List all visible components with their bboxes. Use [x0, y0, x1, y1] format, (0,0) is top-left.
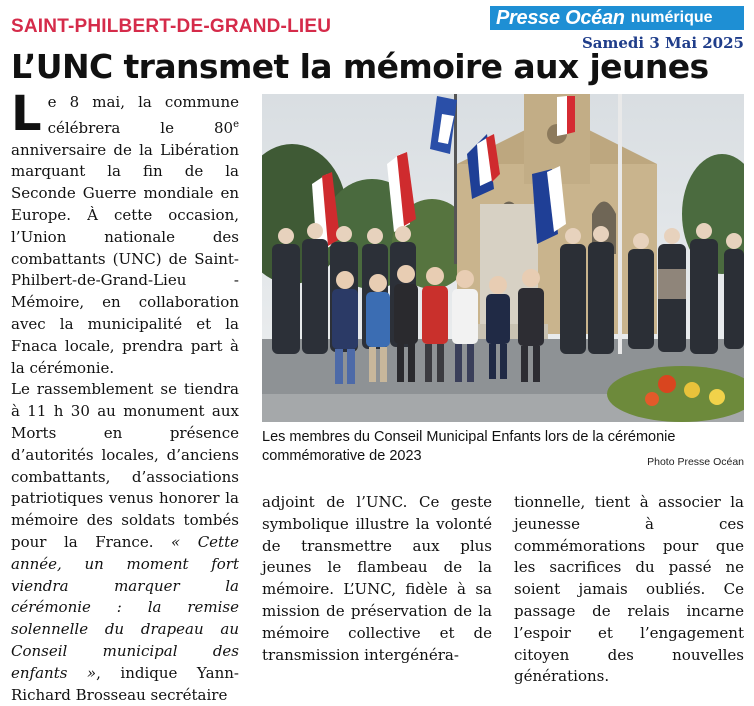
brand-edition: numérique [630, 9, 713, 26]
brand-banner [490, 6, 744, 30]
article-column-2 [262, 492, 492, 666]
ordinal-suffix: e [233, 118, 239, 130]
brand-name: Presse Océan [496, 6, 625, 29]
article-headline: L’UNC transmet la mémoire aux jeunes [11, 47, 709, 86]
paragraph-2-after: , indique Yann-Richard Brosseau secrétaire [11, 663, 239, 704]
article-column-1 [11, 86, 239, 706]
photo-caption: Les membres du Conseil Municipal Enfants lors de la cérémonie commémorative de 2023 [262, 429, 676, 464]
photo-credit: Photo Presse Océan [647, 456, 744, 468]
article-paragraph-1 [11, 86, 239, 379]
ceremony-photo-illustration [262, 94, 744, 422]
paragraph-2-quote: « Cette année, un moment fort viendra marquer la cérémonie : la remise solennelle du drapeau au Conseil municipal des enfants » [11, 532, 239, 682]
article-column-3 [514, 492, 744, 688]
article-paragraph-2 [11, 379, 239, 706]
paragraph-1-lead: e 8 mai, la commune célébrera le 80 [47, 93, 239, 137]
section-kicker: SAINT-PHILBERT-DE-GRAND-LIEU [11, 16, 332, 37]
paragraph-1-rest: anniversaire de la Libération marquant la fin de la Seconde Guerre mondiale en Europe. À cette occasion, l’Union nationale des combattants (UNC) de Saint-Philbert-de-Grand-Lieu - Mémoire, en collaboration avec la municipalité et la Fnaca locale, prendra part à la cérémonie. [11, 140, 239, 377]
article-photo [262, 94, 744, 422]
column-2-text: adjoint de l’UNC. Ce geste symbolique illustre la volonté de transmettre aux plus jeunes le flambeau de la mémoire. L’UNC, fidèle à sa mission de préservation de la mémoire collective et de transmission intergénéra- [262, 493, 492, 664]
paragraph-2-text: Le rassemblement se tiendra à 11 h 30 au monument aux Morts en présence d’autorités locales, d’anciens combattants, d’associations patriotiques venus honorer la mémoire des soldats tombés pour la France. [11, 380, 239, 551]
publication-date: Samedi 3 Mai 2025 [581, 34, 744, 52]
column-3-text: tionnelle, tient à associer la jeunesse à ces commémorations pour que les sacrifices du passé ne soient jamais oubliés. Ce passage de relais incarne l’espoir et l’engagement citoyen des nouvelles générations. [514, 493, 744, 686]
drop-cap: L [11, 86, 42, 142]
